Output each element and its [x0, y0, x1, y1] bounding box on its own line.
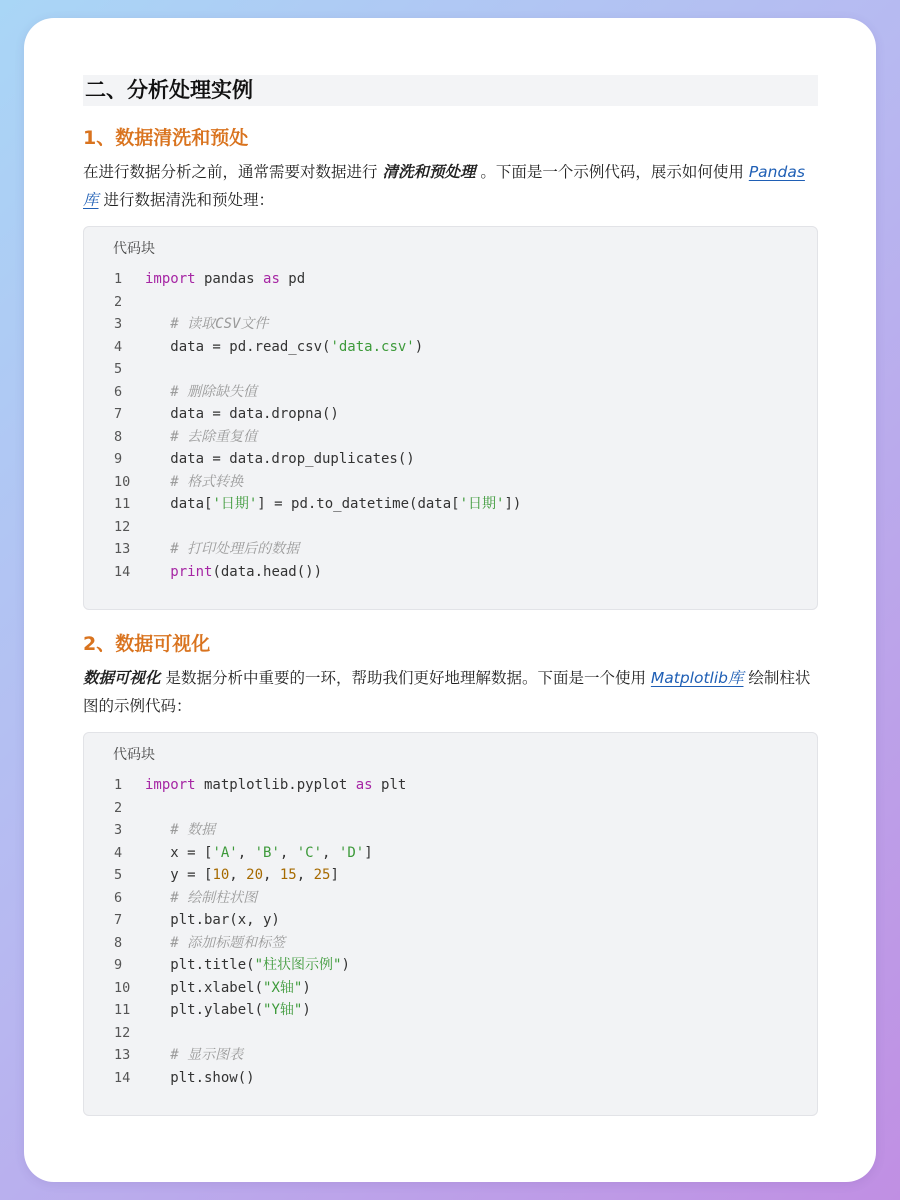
line-number: 2 [114, 799, 123, 816]
code-token: 'D' [338, 844, 365, 861]
code-text [145, 381, 257, 404]
line-number: 7 [114, 912, 123, 928]
line-number: 8 [114, 934, 123, 951]
line-number: 1 [114, 271, 123, 287]
code-token: (data.head()) [212, 563, 323, 580]
code-token: plt.show() [145, 1069, 255, 1086]
code-text [145, 887, 257, 910]
line-number: 8 [114, 428, 123, 445]
code-token: # 删除缺失值 [145, 383, 258, 400]
code-token: ) [302, 979, 311, 996]
code-token: # 去除重复值 [145, 428, 258, 445]
line-number: 6 [114, 889, 123, 906]
code-line [84, 932, 817, 955]
line-number: 11 [114, 1002, 131, 1018]
line-number: 9 [114, 957, 123, 973]
code-token: "Y轴" [263, 1002, 303, 1018]
code-token: plt.ylabel( [145, 1002, 264, 1018]
line-number: 13 [114, 1047, 131, 1063]
code-line [84, 797, 817, 820]
code-text [145, 932, 285, 955]
line-number: 3 [114, 822, 123, 838]
code-token: 'B' [254, 844, 280, 861]
code-token: data = data.drop_duplicates() [145, 451, 415, 467]
code-token: ) [414, 338, 424, 355]
code-line [84, 493, 817, 516]
line-number: 10 [114, 979, 131, 996]
code-token: import [145, 271, 196, 287]
code-line [84, 358, 817, 381]
code-line [84, 381, 817, 404]
code-token: '日期' [459, 496, 505, 512]
code-text [145, 999, 311, 1022]
code-token: 10 [212, 867, 230, 883]
code-text [145, 471, 243, 494]
code-text [145, 977, 311, 1000]
code-line [84, 403, 817, 426]
code-text [145, 426, 257, 449]
code-token: print [170, 563, 213, 580]
code-text [145, 268, 305, 291]
code-token: ] [364, 844, 373, 861]
code-text [145, 1044, 243, 1067]
code-text [145, 954, 350, 977]
cleaning-text-1: 在进行数据分析之前，通常需要对数据进行 [83, 163, 383, 181]
visualization-text-1: 是数据分析中重要的一环，帮助我们更好地理解数据。下面是一个使用 [160, 669, 651, 687]
code-text [145, 842, 373, 865]
line-number: 11 [114, 496, 131, 512]
code-token: '日期' [212, 496, 258, 512]
code-line [84, 1067, 817, 1090]
cleaning-text-3: 进行数据清洗和预处理： [98, 191, 274, 209]
code-token: 20 [246, 867, 264, 883]
code-line [84, 999, 817, 1022]
code-line [84, 268, 817, 291]
code-token: "柱状图示例" [254, 957, 342, 973]
code-token: , [279, 844, 297, 861]
section-title: 二、分析处理实例 [83, 75, 818, 106]
code-text [145, 403, 339, 426]
code-text [145, 493, 521, 516]
code-token: 'data.csv' [330, 338, 415, 355]
line-number: 14 [114, 563, 131, 580]
code-token: , [229, 867, 247, 883]
code-token: as [355, 777, 373, 793]
code-token: as [263, 271, 280, 287]
code-text [145, 909, 280, 932]
line-number: 4 [114, 844, 123, 861]
line-number: 5 [114, 867, 123, 883]
line-number: 10 [114, 473, 131, 490]
code-token: data = pd.read_csv( [145, 338, 331, 355]
code-block-matplotlib [83, 732, 818, 1116]
code-token: , [237, 844, 255, 861]
code-line [84, 1044, 817, 1067]
code-line [84, 774, 817, 797]
code-token: plt.title( [145, 957, 255, 973]
code-line [84, 538, 817, 561]
line-number: 13 [114, 541, 131, 557]
code-token: # 添加标题和标签 [145, 934, 286, 951]
code-token: 25 [313, 867, 331, 883]
code-token: # 显示图表 [145, 1047, 244, 1063]
cleaning-emphasis: 清洗和预处理 [382, 163, 476, 181]
code-token: # 数据 [145, 822, 216, 838]
matplotlib-link[interactable]: Matplotlib库 [650, 669, 744, 687]
code-line [84, 954, 817, 977]
line-number: 3 [114, 316, 123, 332]
code-token: , [296, 867, 314, 883]
code-text [145, 336, 423, 359]
code-token: import [145, 777, 196, 793]
code-lines [84, 268, 817, 583]
code-block-label: 代码块 [113, 747, 155, 763]
code-line [84, 426, 817, 449]
code-token: data[ [145, 496, 213, 512]
code-line [84, 842, 817, 865]
code-lines [84, 774, 817, 1089]
article-content [83, 75, 818, 1116]
code-token: x = [ [145, 844, 213, 861]
code-text [145, 561, 322, 584]
code-line [84, 291, 817, 314]
visualization-text-2: 绘制柱状图的示例代码： [83, 669, 811, 715]
code-token: ) [302, 1002, 311, 1018]
code-token: ] [330, 867, 339, 883]
cleaning-text-2: 。下面是一个示例代码，展示如何使用 [475, 163, 749, 181]
code-token: , [322, 844, 339, 861]
code-line [84, 819, 817, 842]
code-token: ] = pd.to_datetime(data[ [257, 496, 460, 512]
code-token: ) [341, 957, 350, 973]
code-line [84, 887, 817, 910]
cleaning-paragraph [83, 158, 818, 214]
code-block-pandas [83, 226, 818, 610]
code-token: data = data.dropna() [145, 406, 339, 422]
subsection-title-cleaning: 1、数据清洗和预处 [83, 127, 249, 149]
code-token: 'C' [296, 844, 323, 861]
code-line [84, 1022, 817, 1045]
code-text [145, 1067, 255, 1090]
code-token: ]) [504, 496, 522, 512]
code-token: # 格式转换 [145, 473, 244, 490]
line-number: 14 [114, 1069, 131, 1086]
code-token: # 打印处理后的数据 [145, 541, 300, 557]
code-token: plt [372, 777, 407, 793]
code-line [84, 471, 817, 494]
line-number: 7 [114, 406, 123, 422]
code-token: plt.bar(x, y) [145, 912, 280, 928]
code-token: # 绘制柱状图 [145, 889, 258, 906]
code-token: matplotlib.pyplot [195, 777, 356, 793]
line-number: 12 [114, 518, 131, 535]
code-token: y = [ [145, 867, 213, 883]
line-number: 9 [114, 451, 123, 467]
code-text [145, 819, 215, 842]
code-token: plt.xlabel( [145, 979, 264, 996]
line-number: 2 [114, 293, 123, 310]
code-token: 'A' [212, 844, 238, 861]
code-line [84, 313, 817, 336]
code-token: "X轴" [263, 979, 303, 996]
code-line [84, 977, 817, 1000]
code-line [84, 516, 817, 539]
code-line [84, 864, 817, 887]
visualization-paragraph [83, 664, 818, 720]
code-token [145, 564, 170, 580]
code-line [84, 561, 817, 584]
line-number: 5 [114, 361, 123, 377]
code-token: 15 [279, 867, 297, 883]
code-line [84, 448, 817, 471]
subsection-title-visualization: 2、数据可视化 [83, 633, 211, 655]
code-token: , [263, 867, 280, 883]
code-token: pandas [195, 271, 264, 287]
code-token: pd [279, 271, 306, 287]
article-card [24, 18, 876, 1182]
code-text [145, 538, 299, 561]
code-text [145, 448, 415, 471]
line-number: 6 [114, 383, 123, 400]
line-number: 1 [114, 777, 123, 793]
code-line [84, 909, 817, 932]
code-block-label: 代码块 [113, 241, 155, 257]
code-text [145, 313, 268, 336]
visualization-emphasis: 数据可视化 [83, 669, 161, 687]
line-number: 12 [114, 1024, 131, 1041]
code-text [145, 774, 406, 797]
pandas-link[interactable]: Pandas库 [83, 163, 805, 209]
line-number: 4 [114, 338, 123, 355]
code-text [145, 864, 339, 887]
code-line [84, 336, 817, 359]
code-token: # 读取CSV文件 [145, 316, 269, 332]
